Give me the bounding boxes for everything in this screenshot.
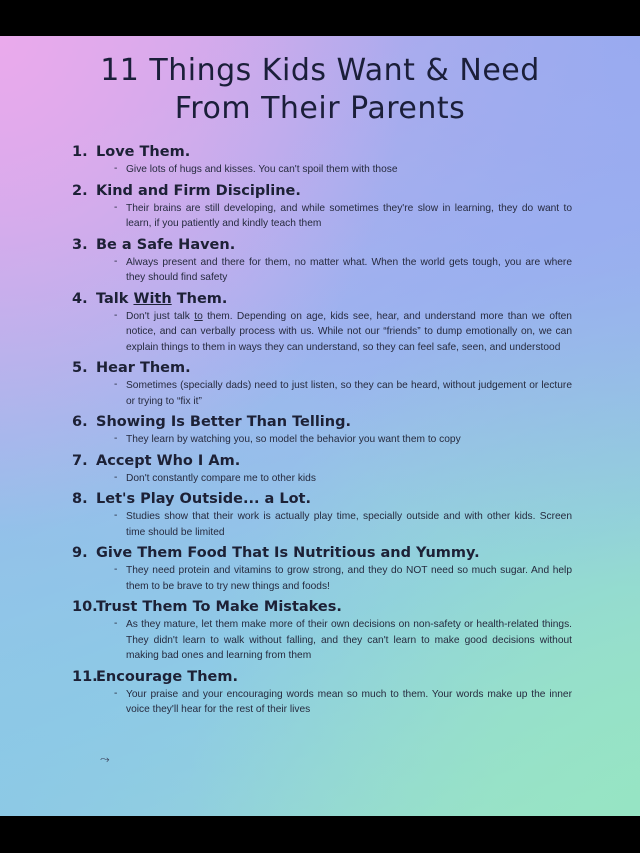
item-description: - Don't constantly compare me to other kids xyxy=(126,471,572,487)
item-heading: Let's Play Outside... a Lot. xyxy=(96,491,312,507)
list-item xyxy=(72,597,572,664)
item-description: - They learn by watching you, so model the behavior you want them to copy xyxy=(126,432,572,448)
item-number: 2. xyxy=(72,182,88,199)
title-line-1: 11 Things Kids Want & Need xyxy=(100,53,540,88)
item-number: 9. xyxy=(72,545,88,561)
poster xyxy=(0,36,640,816)
tips-list xyxy=(72,142,572,721)
list-item xyxy=(72,235,572,286)
list-item xyxy=(72,181,572,232)
item-heading: Trust Them To Make Mistakes. xyxy=(96,599,342,615)
page-title xyxy=(0,52,640,128)
item-description: - They need protein and vitamins to grow strong, and they do NOT need so much sugar. And help them to be brave to try new things and foods! xyxy=(126,563,572,594)
item-number: 11. xyxy=(72,668,98,685)
item-number: 6. xyxy=(72,414,88,430)
item-number: 4. xyxy=(72,290,88,307)
list-item xyxy=(72,667,572,718)
item-heading: Be a Safe Haven. xyxy=(96,236,236,253)
item-heading: Give Them Food That Is Nutritious and Yummy. xyxy=(96,545,480,561)
item-heading: Encourage Them. xyxy=(96,668,238,685)
heading-underlined: With xyxy=(133,290,172,307)
item-heading: Showing Is Better Than Telling. xyxy=(96,414,351,430)
list-item xyxy=(72,451,572,487)
item-number: 10. xyxy=(72,599,98,615)
list-item xyxy=(72,358,572,409)
list-item xyxy=(72,412,572,448)
item-description: - Don't just talk to them. Depending on age, kids see, hear, and understand more than we often notice, and can verbally process with us. While not our “friends” to dump emotionally on, we can explain things to them in ways they can understand, so they can feel safe, seen, and understood xyxy=(126,309,572,356)
hand-drawn-arrow-icon: ⤳ xyxy=(100,752,110,766)
item-number: 3. xyxy=(72,236,88,253)
title-line-2: From Their Parents xyxy=(174,91,466,126)
item-description: - Your praise and your encouraging words mean so much to them. Your words make up the inner voice they'll hear for the rest of their lives xyxy=(126,687,572,718)
list-item xyxy=(72,489,572,540)
item-heading: Kind and Firm Discipline. xyxy=(96,182,301,199)
item-description: - As they mature, let them make more of their own decisions on non-safety or health-related things. They didn't learn to walk without falling, and they can't learn to make good decisions without making bad ones and learning from them xyxy=(126,617,572,664)
item-heading: Accept Who I Am. xyxy=(96,452,241,469)
item-description: - Give lots of hugs and kisses. You can't spoil them with those xyxy=(126,162,572,178)
list-item xyxy=(72,289,572,356)
item-number: 5. xyxy=(72,360,88,376)
item-number: 1. xyxy=(72,144,88,160)
desc-underlined: to xyxy=(194,310,203,322)
item-description: - Their brains are still developing, and while sometimes they're slow in learning, they do want to learn, if you patiently and kindly teach them xyxy=(126,201,572,232)
item-description: - Sometimes (specially dads) need to just listen, so they can be heard, without judgement or lecture or trying to “fix it” xyxy=(126,378,572,409)
item-heading: Talk With Them. xyxy=(96,290,228,307)
item-number: 8. xyxy=(72,491,88,507)
item-description: - Studies show that their work is actually play time, specially outside and with other kids. Screen time should be limited xyxy=(126,509,572,540)
item-number: 7. xyxy=(72,452,88,469)
item-description: - Always present and there for them, no matter what. When the world gets tough, you are where they should find safety xyxy=(126,255,572,286)
item-heading: Love Them. xyxy=(96,144,191,160)
list-item xyxy=(72,543,572,594)
item-heading: Hear Them. xyxy=(96,360,191,376)
list-item xyxy=(72,142,572,178)
